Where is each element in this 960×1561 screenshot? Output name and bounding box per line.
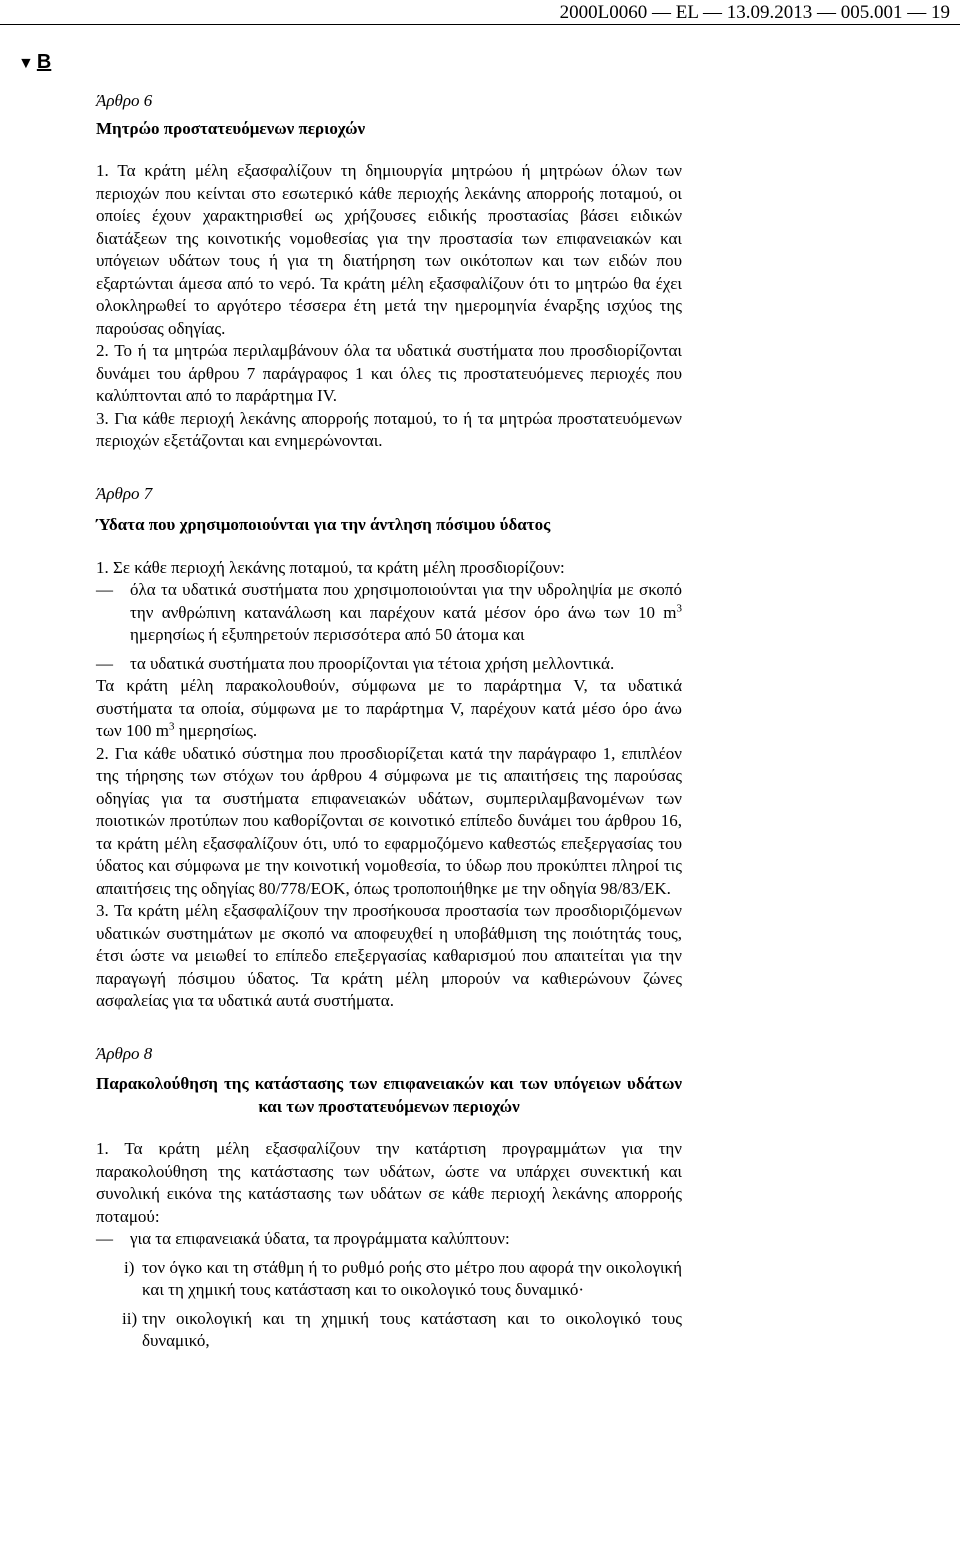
article-7-dash-item-2 <box>96 653 682 676</box>
article-6-paragraph-1: 1. Τα κράτη μέλη εξασφαλίζουν τη δημιουργία μητρώου ή μητρώων όλων των περιοχών που κείνται στο εσωτερικό κάθε περιοχής λεκάνης απορροής ποταμού, οι οποίες έχουν χαρακτηρισθεί ως χρήζουσες ειδικής προστασίας βάσει ειδικών διατάξεων της κοινοτικής νομοθεσίας για την προστασία των επιφανειακών και υπόγειων υδάτων τους ή για τη διατήρηση των οικότοπων και των ειδών που εξαρτώνται άμεσα από το νερό. Τα κράτη μέλη εξασφαλίζουν ότι το μητρώο θα έχει ολοκληρωθεί το αργότερο τέσσερα έτη μετά την ημερομηνία έναρξης ισχύος της παρούσας οδηγίας. <box>96 161 682 338</box>
triangle-down-icon: ▼ <box>18 55 34 72</box>
article-8-paragraph-1: 1. Τα κράτη μέλη εξασφαλίζουν την κατάρτιση προγραμμάτων για την παρακολούθηση της κατάστασης των υδάτων, ώστε να υπάρχει συνεκτική και συνολική εικόνα της κατάστασης των υδάτων σε κάθε περιοχή λεκάνης απορροής ποταμού: <box>96 1139 682 1226</box>
page-header <box>0 0 960 28</box>
dash-item-text: για τα επιφανειακά ύδατα, τα προγράμματα καλύπτουν: <box>130 1229 510 1248</box>
dash-marker: — <box>96 580 113 599</box>
article-8-dash-item-1 <box>96 1228 682 1251</box>
article-8-number: Άρθρο 8 <box>96 1043 153 1063</box>
article-6-paragraph-3: 3. Για κάθε περιοχή λεκάνης απορροής ποταμού, το ή τα μητρώα προστατευόμενων περιοχών εξετάζονται και ενημερώνονται. <box>96 408 682 450</box>
article-6-paragraph-2: 2. Το ή τα μητρώα περιλαμβάνουν όλα τα υδατικά συστήματα που προσδιορίζονται δυνάμει του άρθρου 7 παράγραφος 1 και όλες τις προστατευόμενες περιοχές που καλύπτονται από το παράρτημα IV. <box>96 341 682 405</box>
article-7-paragraph-2: 2. Για κάθε υδατικό σύστημα που προσδιορίζεται κατά την παράγραφο 1, επιπλέον της τήρησης των στόχων του άρθρου 4 σύμφωνα με τις απαιτήσεις της παρούσας οδηγίας για τα συστήματα επιφανειακών υδάτων, συμπεριλαμβανομένων των ποιοτικών προτύπων που καθορίζονται σε κοινοτικό επίπεδο δυνάμει του άρθρου 16, τα κράτη μέλη εξασφαλίζουν ότι, υπό το εφαρμοζόμενο καθεστώς επεξεργασίας του ύδατος και σύμφωνα με την κοινοτική νομοθεσία, το ύδωρ που προκύπτει πληροί τις απαιτήσεις της οδηγίας 80/778/ΕΟΚ, όπως τροποποιήθηκε με την οδηγία 98/83/ΕΚ. <box>96 743 682 898</box>
article-6-number: Άρθρο 6 <box>96 91 153 110</box>
article-7-title: Ύδατα που χρησιμοποιούνται για την άντληση πόσιμου ύδατος <box>96 515 551 534</box>
amendment-marker <box>18 51 51 74</box>
subitem-label: i) <box>124 1257 135 1277</box>
subitem-text: την οικολογική και τη χημική τους κατάσταση και το οικολογικό τους δυναμικό, <box>142 1308 682 1350</box>
article-6-title: Μητρώο προστατευόμενων περιοχών <box>96 118 366 138</box>
dash-marker: — <box>96 1229 113 1248</box>
article-8-subitem-i <box>96 1257 682 1302</box>
dash-marker: — <box>96 653 113 673</box>
article-7-paragraph-3: 3. Τα κράτη μέλη εξασφαλίζουν την προσήκουσα προστασία των προσδιοριζόμενων υδατικών συστημάτων με σκοπό να αποφευχθεί η υποβάθμιση της ποιότητάς τους, έτσι ώστε να μειωθεί το επίπεδο επεξεργασίας καθαρισμού που απαιτείται για την παραγωγή πόσιμου ύδατος. Τα κράτη μέλη μπορούν να καθιερώνουν ζώνες ασφαλείας για τα υδατικά αυτά συστήματα. <box>96 901 682 1010</box>
dash-item-text: τα υδατικά συστήματα που προορίζονται για τέτοια χρήση μελλοντικά. <box>130 653 615 673</box>
monitoring-text: Τα κράτη μέλη παρακολουθούν, σύμφωνα με το παράρτημα V, τα υδατικά συστήματα τα οποία, σύμφωνα με το παράρτημα V, παρέχουν κατά μέσο όρο άνω των 100 m <box>96 676 682 740</box>
document-body <box>96 88 682 1353</box>
subitem-text: τον όγκο και τη στάθμη ή το ρυθμό ροής στο μέτρο που αφορά την οικολογική και τη χημική τους κατάσταση και το οικολογικό τους δυναμικό· <box>142 1257 682 1299</box>
superscript: 3 <box>168 720 175 733</box>
article-8-subitem-ii <box>96 1308 682 1353</box>
document-reference: 2000L0060 — EL — 13.09.2013 — 005.001 — 19 <box>559 2 950 23</box>
subitem-label: ii) <box>122 1308 138 1328</box>
header-rule <box>0 24 960 25</box>
article-7-number: Άρθρο 7 <box>96 483 153 503</box>
article-7-paragraph-1: 1. Σε κάθε περιοχή λεκάνης ποταμού, τα κράτη μέλη προσδιορίζουν: <box>96 557 565 577</box>
marker-letter: B <box>36 51 52 73</box>
dash-item-text-end: ημερησίως ή εξυπηρετούν περισσότερα από 50 άτομα και <box>130 625 525 644</box>
article-8-title: Παρακολούθηση της κατάστασης των επιφανειακών και των υπόγειων υδάτων και των προστατευόμενων περιοχών <box>96 1074 682 1116</box>
superscript: 3 <box>676 601 682 614</box>
article-7-dash-item-1 <box>96 579 682 647</box>
article-7-monitoring-paragraph <box>96 675 682 743</box>
dash-item-text: όλα τα υδατικά συστήματα που χρησιμοποιούνται για την υδροληψία με σκοπό την ανθρώπινη κατανάλωση και παρέχουν κατά μέσον όρο άνω των 10 m <box>130 580 682 622</box>
monitoring-text-end: ημερησίως. <box>174 721 258 740</box>
